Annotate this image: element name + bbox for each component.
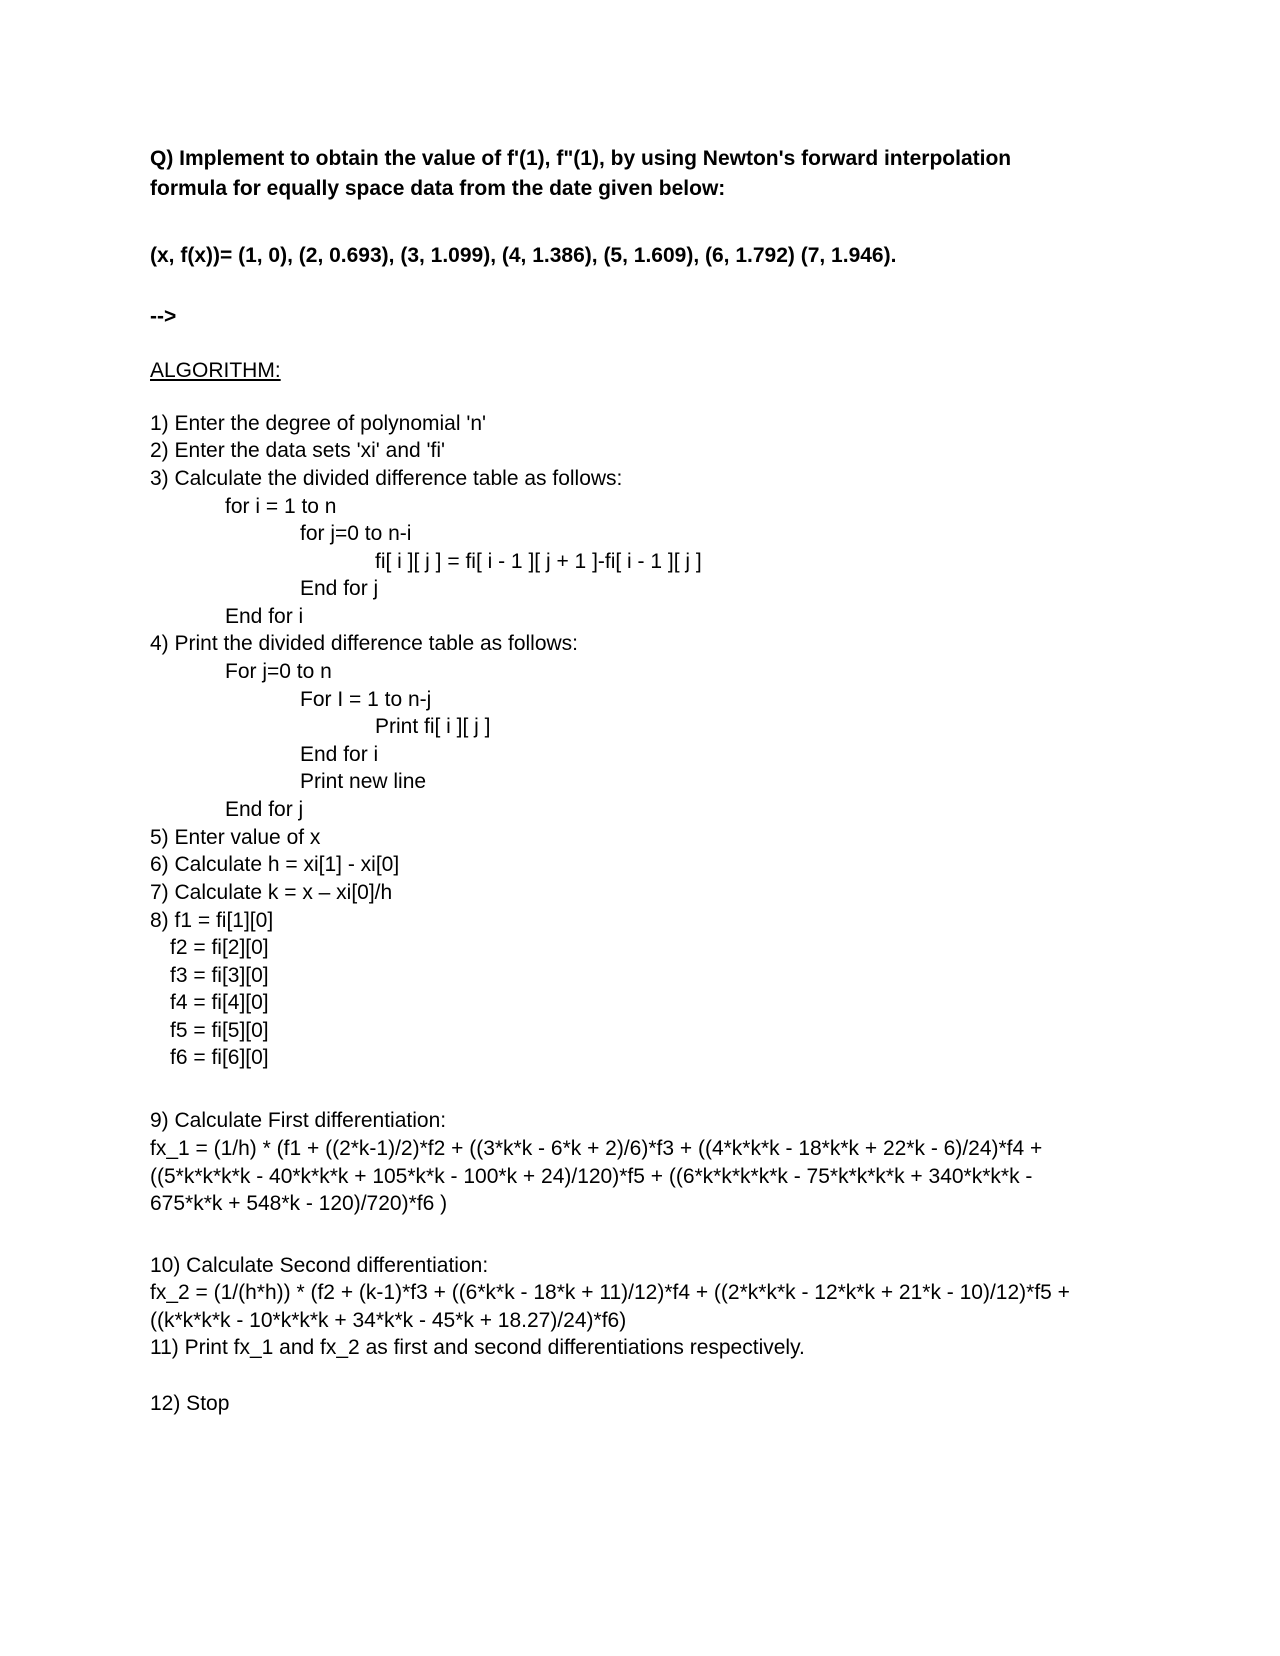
algo-step-12: 12) Stop [150, 1392, 230, 1415]
question-line-2: formula for equally space data from the date given below: [150, 177, 726, 200]
algo-step-4-newline: Print new line [300, 770, 427, 793]
algo-step-3-end-j: End for j [300, 577, 379, 600]
algo-step-6: 6) Calculate h = xi[1] - xi[0] [150, 853, 400, 876]
algo-step-4-end-i: End for i [300, 743, 379, 766]
answer-arrow: --> [150, 305, 177, 328]
algo-step-10-formula-1: fx_2 = (1/(h*h)) * (f2 + (k-1)*f3 + ((6*k*k - 18*k + 11)/12)*f4 + ((2*k*k*k - 12*k*k + 21*k - 10)/12)*f5 + [150, 1281, 1070, 1304]
data-points-line: (x, f(x))= (1, 0), (2, 0.693), (3, 1.099), (4, 1.386), (5, 1.609), (6, 1.792) (7, 1.946). [150, 244, 897, 267]
algo-step-8-f6: f6 = fi[6][0] [170, 1046, 269, 1069]
algo-step-5: 5) Enter value of x [150, 826, 321, 849]
algo-step-8-f3: f3 = fi[3][0] [170, 964, 269, 987]
algo-step-3-for-i: for i = 1 to n [225, 495, 337, 518]
algo-step-2: 2) Enter the data sets 'xi' and 'fi' [150, 439, 446, 462]
algorithm-heading: ALGORITHM: [150, 359, 281, 382]
algo-step-4-end-j: End for j [225, 798, 304, 821]
algo-step-8-f1: 8) f1 = fi[1][0] [150, 909, 274, 932]
algo-step-4-for-j: For j=0 to n [225, 660, 332, 683]
algo-step-10-formula-2: ((k*k*k*k - 10*k*k*k + 34*k*k - 45*k + 18.27)/24)*f6) [150, 1309, 627, 1332]
algo-step-9-formula-2: ((5*k*k*k*k - 40*k*k*k + 105*k*k - 100*k + 24)/120)*f5 + ((6*k*k*k*k*k - 75*k*k*k*k + 340*k*k*k - [150, 1165, 1033, 1188]
algo-step-4: 4) Print the divided difference table as follows: [150, 632, 579, 655]
algo-step-9-formula-3: 675*k*k + 548*k - 120)/720)*f6 ) [150, 1192, 448, 1215]
algo-step-8-f4: f4 = fi[4][0] [170, 991, 269, 1014]
question-line-1: Q) Implement to obtain the value of f'(1), f"(1), by using Newton's forward interpolation [150, 147, 1012, 170]
algo-step-3-end-i: End for i [225, 605, 304, 628]
algo-step-10: 10) Calculate Second differentiation: [150, 1254, 489, 1277]
algo-step-3: 3) Calculate the divided difference table as follows: [150, 467, 623, 490]
algo-step-3-for-j: for j=0 to n-i [300, 522, 412, 545]
algo-step-7: 7) Calculate k = x – xi[0]/h [150, 881, 393, 904]
algo-step-8-f2: f2 = fi[2][0] [170, 936, 269, 959]
algo-step-3-formula: fi[ i ][ j ] = fi[ i - 1 ][ j + 1 ]-fi[ i - 1 ][ j ] [375, 550, 702, 573]
algo-step-11: 11) Print fx_1 and fx_2 as first and second differentiations respectively. [150, 1336, 805, 1359]
algo-step-8-f5: f5 = fi[5][0] [170, 1019, 269, 1042]
algo-step-1: 1) Enter the degree of polynomial 'n' [150, 412, 487, 435]
algo-step-4-for-i: For I = 1 to n-j [300, 688, 432, 711]
algo-step-9-formula-1: fx_1 = (1/h) * (f1 + ((2*k-1)/2)*f2 + ((3*k*k - 6*k + 2)/6)*f3 + ((4*k*k*k - 18*k*k + 22*k - 6)/24)*f4 + [150, 1137, 1043, 1160]
algo-step-4-print: Print fi[ i ][ j ] [375, 715, 491, 738]
algo-step-9: 9) Calculate First differentiation: [150, 1109, 447, 1132]
